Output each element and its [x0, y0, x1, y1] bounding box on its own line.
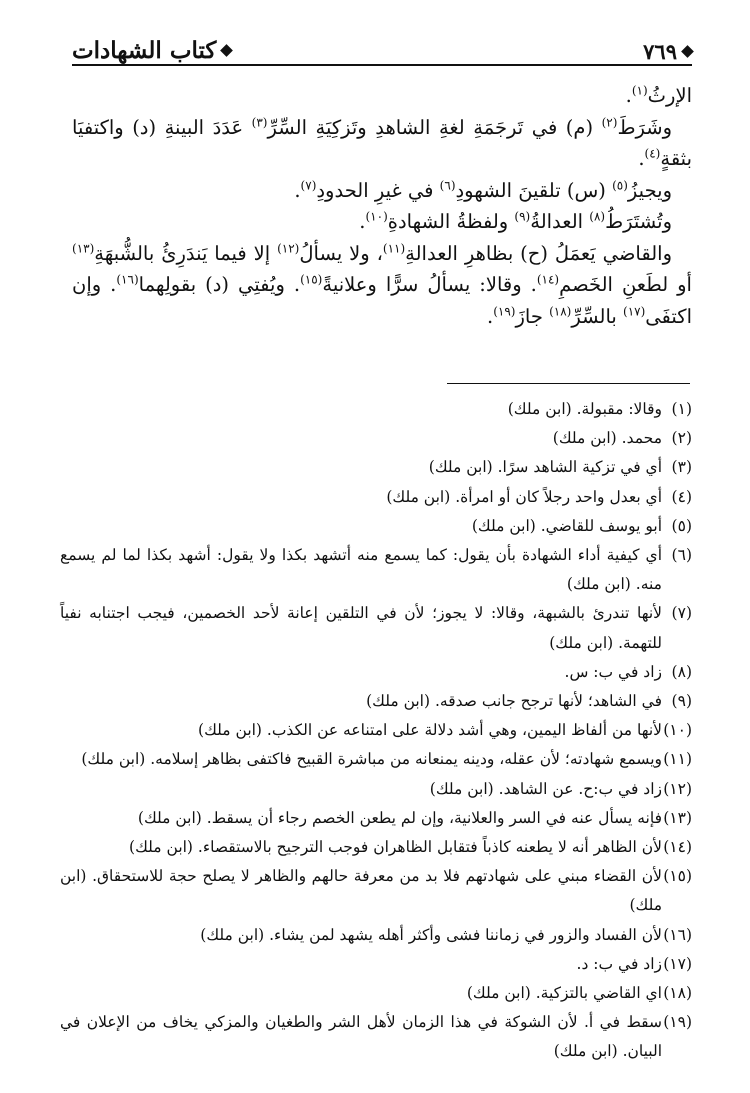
- footnote-text: محمد. (ابن ملك): [552, 429, 662, 448]
- main-line: ويجيزُ$^{(٥)}$ (س) تلقينَ الشهودِ$^{(٦)}$ في غيرِ الحدودِ$^{(٧)}$.: [294, 178, 672, 202]
- footnote-ref: (١٩): [493, 304, 516, 318]
- footnote-number: (١٥): [663, 867, 692, 886]
- footnote-text: وقالا: مقبولة. (ابن ملك): [507, 400, 662, 418]
- footnote-text: زاد في ب: د.: [576, 954, 662, 973]
- footnote: [60, 804, 692, 833]
- footnote: [60, 453, 692, 482]
- main-text: [72, 80, 692, 332]
- footnote-ref: (١٠): [365, 209, 388, 224]
- footnote-text: أي كيفية أداء الشهادة بأن يقول: كما يسمع منه أتشهد بكذا ولا يقول: أشهد بكذا لما لم يسمع منه. (ابن ملك): [60, 546, 662, 594]
- page-header: [72, 30, 692, 66]
- footnote-ref: (٣): [251, 115, 268, 129]
- footnote-number: (٧): [671, 604, 692, 623]
- footnote-number: (٣): [671, 458, 692, 477]
- footnote: [60, 921, 692, 950]
- main-paragraph: والقاضي يَعمَلُ (ح) بظاهرِ العدالةِ$^{(١١)}$، ولا يسألُ$^{(١٢)}$ إلا فيما يَندَرِئُ بالشُّبهَةِ$^{(١٣)}$ أو لطَعنِ الخَصمِ$^{(١٤)}$. وقالا: يسألُ سرًّا وعلانيةً$^{(١٥)}$. ويُفتِي (د) بقولِهما$^{(١٦)}$. وإن اكتفَى$^{(١٧)}$ بالسِّرِّ$^{(١٨)}$ جازَ$^{(١٩)}$.: [72, 241, 692, 328]
- footnote-text: أي بعدل واحد رجلاً كان أو امرأة. (ابن ملك): [386, 487, 662, 506]
- page-number-text: ٧٦٩: [643, 39, 677, 64]
- footnote-ref: (١٨): [549, 304, 572, 318]
- footnote-text: لأن القضاء مبني على شهادتهم فلا بد من معرفة حالهم والظاهر لا يصلح حجة للاستحقاق. (ابن ملك): [60, 867, 662, 915]
- footnote-ref: (٨): [589, 209, 606, 224]
- footnote-ref: (٧): [300, 178, 317, 192]
- footnote: [60, 395, 692, 424]
- footnote-text: سقط في أ. لأن الشوكة في هذا الزمان لأهل الشر والطغيان والمزكي يخاف من الإعلان في البيان. (ابن ملك): [60, 1013, 662, 1061]
- footnote-number: (١٩): [663, 1013, 692, 1032]
- footnote-ref: (٦): [439, 178, 456, 192]
- running-title-text: كتاب الشهادات: [72, 37, 217, 64]
- footnote-text: في الشاهد؛ لأنها ترجح جانب صدقه. (ابن ملك): [366, 692, 662, 711]
- footnote-number: (٦): [671, 546, 692, 565]
- footnotes: [60, 395, 692, 1067]
- diamond-icon: [681, 45, 694, 58]
- footnote-text: زاد في ب:ح. عن الشاهد. (ابن ملك): [429, 779, 662, 798]
- page-number: [643, 39, 692, 64]
- main-line: وتُشتَرَطُ$^{(٨)}$ العدالةُ$^{(٩)}$ ولفظةُ الشهادةِ$^{(١٠)}$.: [359, 209, 672, 233]
- footnote-ref: (١٥): [300, 272, 323, 287]
- footnote-text: لأنها تندرئ بالشبهة، وقالا: لا يجوز؛ لأن في التلقين إعانة لأحد الخصمين، فيجب اجتنابه نفياً للتهمة. (ابن ملك): [60, 604, 662, 652]
- footnote-separator: [447, 383, 690, 384]
- footnote-ref: (١٤): [536, 272, 560, 287]
- footnote: [60, 950, 692, 979]
- footnote: [60, 512, 692, 541]
- footnote-ref: (١٣): [72, 241, 95, 255]
- footnote: [60, 775, 692, 804]
- footnote-ref: (٩): [514, 209, 531, 224]
- footnote-ref: (١١): [382, 241, 406, 255]
- footnote-ref: (٤): [644, 146, 661, 161]
- footnote: [60, 541, 692, 599]
- footnote-text: ويسمع شهادته؛ لأن عقله، ودينه يمنعانه من مباشرة القبيح فاكتفى بظاهر إسلامه. (ابن ملك): [81, 750, 662, 769]
- footnote: [60, 862, 692, 920]
- diamond-icon: [221, 44, 234, 57]
- footnote-number: (١٢): [663, 779, 692, 798]
- footnote: [60, 716, 692, 745]
- footnote-text: أي في تزكية الشاهد سرًا. (ابن ملك): [428, 458, 662, 477]
- main-line: الإرثُ$^{(١)}$.: [625, 83, 692, 107]
- footnote-text: لأن الفساد والزور في زماننا فشى وأكثر أهله يشهد لمن يشاء. (ابن ملك): [200, 925, 662, 944]
- footnote-ref: (٥): [612, 178, 628, 192]
- footnote-number: (١٣): [663, 808, 692, 827]
- footnote-text: لأنها من ألفاظ اليمين، وهي أشد دلالة على امتناعه عن الكذب. (ابن ملك): [198, 721, 662, 740]
- footnote-number: (١٧): [663, 954, 692, 973]
- footnote-number: (٤): [671, 487, 692, 506]
- footnote-ref: (٢): [601, 115, 618, 129]
- main-line: وشَرَطَ$^{(٢)}$ (م) في تَرجَمَةِ لغةِ الشاهدِ وتَزكِيَةِ السِّرِّ$^{(٣)}$ عَدَدَ البينةِ (د) واكتفيَا بثقةٍ$^{(٤)}$.: [72, 115, 692, 170]
- footnote-number: (٢): [671, 429, 692, 448]
- footnote: [60, 599, 692, 657]
- footnote: [60, 687, 692, 716]
- running-title: [72, 37, 231, 64]
- footnote-number: (١٤): [663, 838, 692, 857]
- footnote-number: (٨): [671, 662, 692, 681]
- footnote-ref: (١٦): [116, 272, 139, 287]
- footnote: [60, 424, 692, 453]
- footnote-number: (١١): [663, 750, 692, 769]
- footnote: [60, 483, 692, 512]
- footnote-number: (١٦): [663, 925, 692, 944]
- footnote-text: زاد في ب: س.: [564, 662, 662, 681]
- footnote: [60, 1008, 692, 1066]
- footnote: [60, 833, 692, 862]
- footnote-ref: (١٢): [277, 241, 300, 255]
- footnote-number: (٥): [671, 516, 692, 535]
- footnote-number: (٩): [671, 692, 692, 711]
- footnote-text: لأن الظاهر أنه لا يطعنه كاذباً فتقابل الظاهران فوجب الترجيح بالاستقصاء. (ابن ملك): [129, 838, 662, 857]
- footnote-number: (١): [671, 400, 692, 418]
- footnote: [60, 979, 692, 1008]
- footnote-ref: (١٧): [623, 304, 646, 318]
- footnote-ref: (١): [631, 83, 648, 98]
- footnote-text: فإنه يسأل عنه في السر والعلانية، وإن لم يطعن الخصم رجاء أن يسقط. (ابن ملك): [137, 808, 662, 827]
- footnote: [60, 658, 692, 687]
- footnote-number: (١٨): [663, 984, 692, 1003]
- footnote-text: اي القاضي بالتزكية. (ابن ملك): [466, 984, 662, 1003]
- footnote-number: (١٠): [663, 721, 692, 740]
- footnote-text: أبو يوسف للقاضي. (ابن ملك): [471, 516, 662, 535]
- footnote: [60, 745, 692, 774]
